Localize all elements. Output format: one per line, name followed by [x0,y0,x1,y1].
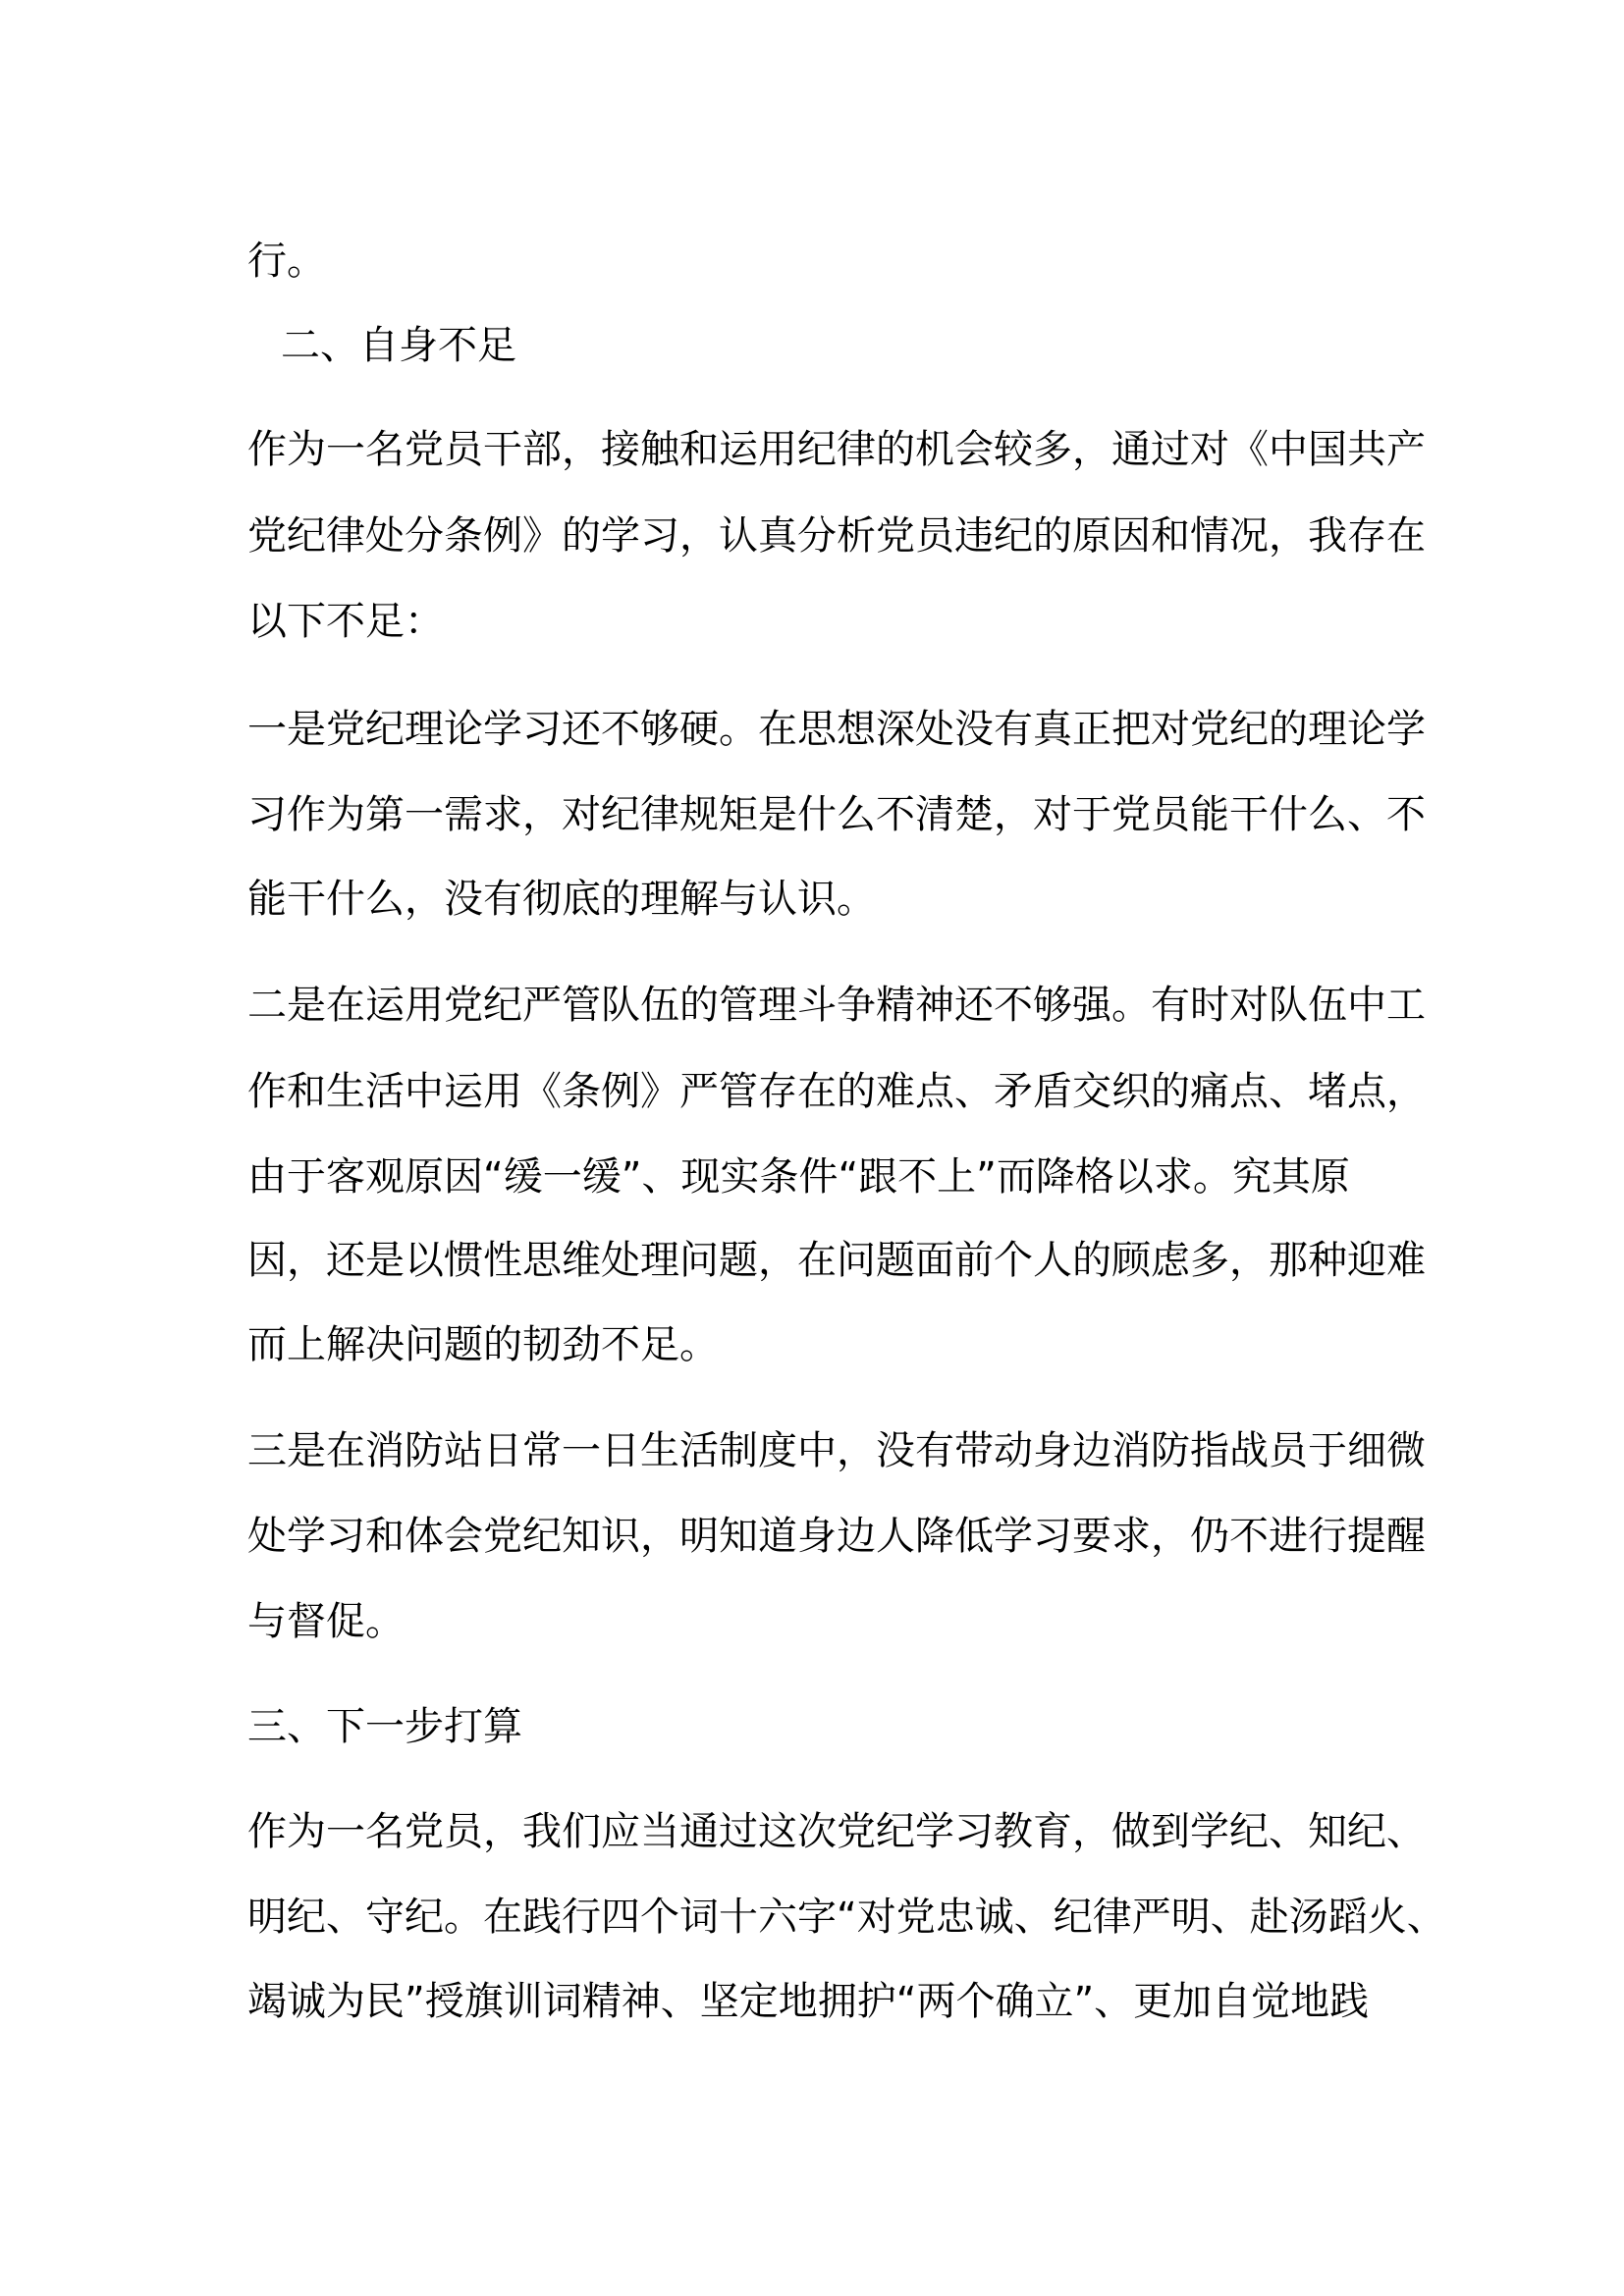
text-line: 由于客观原因“缓一缓”、现实条件“跟不上”而降格以求。究其原 [247,1154,1350,1200]
text-line: 处学习和体会党纪知识，明知道身边人降低学习要求，仍不进行提醒 [247,1514,1426,1559]
text-line: 与督促。 [247,1599,405,1644]
text-line: 作为一名党员，我们应当通过这次党纪学习教育，做到学纪、知纪、 [247,1809,1426,1854]
text-line: 因，还是以惯性思维处理问题，在问题面前个人的顾虑多，那种迎难 [247,1238,1426,1283]
text-line: 能干什么，没有彻底的理解与认识。 [247,877,876,922]
text-line: 一是党纪理论学习还不够硬。在思想深处没有真正把对党纪的理论学 [247,707,1426,752]
text-line: 以下不足： [247,599,444,644]
text-line: 而上解决问题的韧劲不足。 [247,1322,719,1367]
section-heading: 二、自身不足 [281,323,516,368]
text-line: 竭诚为民”授旗训词精神、坚定地拥护“两个确立”、更加自觉地践 [247,1979,1370,2024]
text-line: 三是在消防站日常一日生活制度中，没有带动身边消防指战员于细微 [247,1428,1426,1473]
text-line: 作为一名党员干部，接触和运用纪律的机会较多，通过对《中国共产 [247,427,1426,472]
text-line: 作和生活中运用《条例》严管存在的难点、矛盾交织的痛点、堵点， [247,1069,1426,1114]
text-line: 二是在运用党纪严管队伍的管理斗争精神还不够强。有时对队伍中工 [247,983,1426,1028]
section-heading: 三、下一步打算 [247,1704,522,1749]
text-line: 习作为第一需求，对纪律规矩是什么不清楚，对于党员能干什么、不 [247,792,1426,837]
text-line: 党纪律处分条例》的学习，认真分析党员违纪的原因和情况，我存在 [247,513,1426,559]
text-line: 明纪、守纪。在践行四个词十六字“对党忠诚、纪律严明、赴汤蹈火、 [247,1895,1446,1940]
text-line: 行。 [247,239,326,284]
